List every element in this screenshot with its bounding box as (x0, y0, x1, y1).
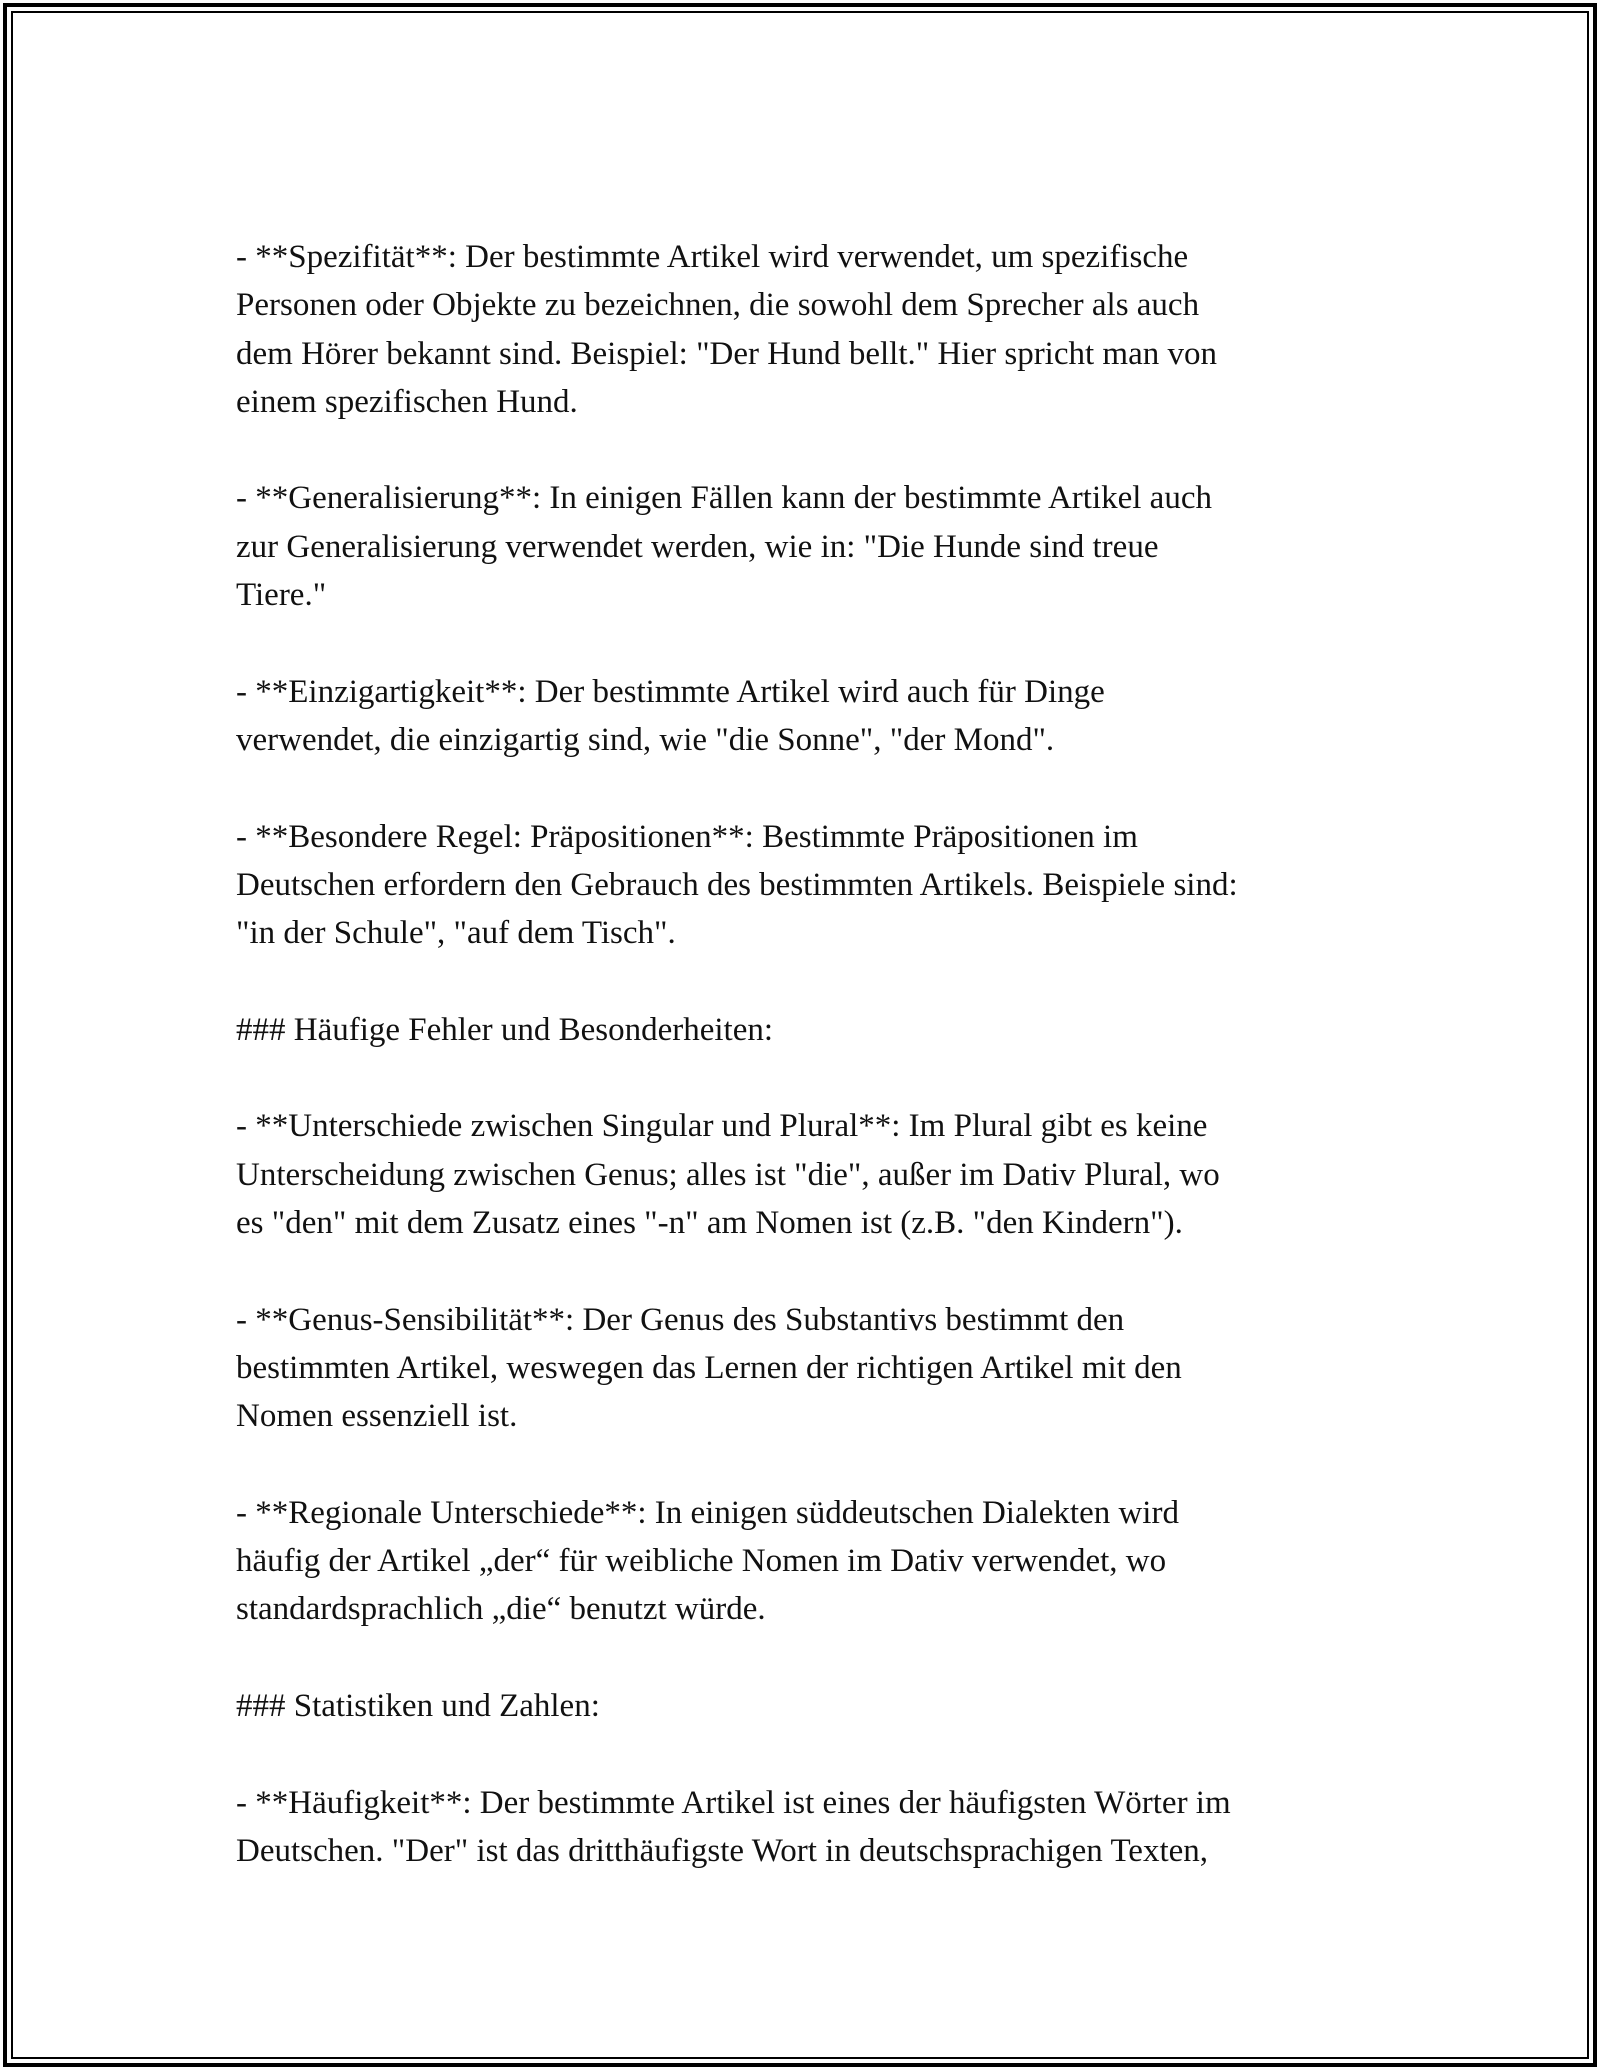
text-line: Unterscheidung zwischen Genus; alles ist "die", außer im Dativ Plural, wo (236, 1156, 1220, 1193)
text-line: - **Einzigartigkeit**: Der bestimmte Artikel wird auch für Dinge (236, 673, 1105, 710)
text-line: Deutschen. "Der" ist das dritthäufigste Wort in deutschsprachigen Texten, (236, 1832, 1209, 1869)
text-line: dem Hörer bekannt sind. Beispiel: "Der Hund bellt." Hier spricht man von (236, 335, 1217, 372)
text-line: "in der Schule", "auf dem Tisch". (236, 915, 676, 952)
text-line: es "den" mit dem Zusatz eines "-n" am Nomen ist (z.B. "den Kindern"). (236, 1204, 1183, 1241)
text-line: einem spezifischen Hund. (236, 383, 578, 420)
text-line: Nomen essenziell ist. (236, 1398, 518, 1435)
paragraph-praepositionen (236, 813, 1366, 958)
text-line: - **Häufigkeit**: Der bestimmte Artikel ist eines der häufigsten Wörter im (236, 1784, 1231, 1821)
text-line: - **Regionale Unterschiede**: In einigen süddeutschen Dialekten wird (236, 1494, 1179, 1531)
text-line: zur Generalisierung verwendet werden, wie in: "Die Hunde sind treue (236, 528, 1159, 565)
text-line: Tiere." (236, 577, 327, 614)
paragraph-einzigartigkeit (236, 668, 1366, 765)
paragraph-haeufigkeit (236, 1779, 1366, 1876)
paragraph-spezifitaet (236, 233, 1366, 426)
text-line: verwendet, die einzigartig sind, wie "die Sonne", "der Mond". (236, 721, 1055, 758)
text-line: standardsprachlich „die“ benutzt würde. (236, 1591, 766, 1628)
paragraph-regionale-unterschiede (236, 1489, 1366, 1634)
text-line: bestimmten Artikel, weswegen das Lernen der richtigen Artikel mit den (236, 1349, 1182, 1386)
paragraph-singular-plural (236, 1102, 1366, 1247)
document-body (236, 233, 1366, 1923)
text-line: - **Unterschiede zwischen Singular und Plural**: Im Plural gibt es keine (236, 1108, 1208, 1145)
heading-line: ### Häufige Fehler und Besonderheiten: (236, 1011, 774, 1048)
section-heading-fehler (236, 1006, 1366, 1054)
text-line: - **Genus-Sensibilität**: Der Genus des Substantivs bestimmt den (236, 1301, 1125, 1338)
paragraph-genus-sensibilitaet (236, 1296, 1366, 1441)
text-line: - **Generalisierung**: In einigen Fällen kann der bestimmte Artikel auch (236, 480, 1212, 517)
text-line: - **Spezifität**: Der bestimmte Artikel wird verwendet, um spezifische (236, 239, 1189, 275)
heading-line: ### Statistiken und Zahlen: (236, 1687, 600, 1724)
text-line: Deutschen erfordern den Gebrauch des bestimmten Artikels. Beispiele sind: (236, 866, 1238, 903)
paragraph-generalisierung (236, 474, 1366, 619)
text-line: - **Besondere Regel: Präpositionen**: Bestimmte Präpositionen im (236, 818, 1138, 855)
section-heading-statistiken (236, 1682, 1366, 1730)
text-line: häufig der Artikel „der“ für weibliche Nomen im Dativ verwendet, wo (236, 1543, 1167, 1580)
text-line: Personen oder Objekte zu bezeichnen, die sowohl dem Sprecher als auch (236, 287, 1200, 324)
